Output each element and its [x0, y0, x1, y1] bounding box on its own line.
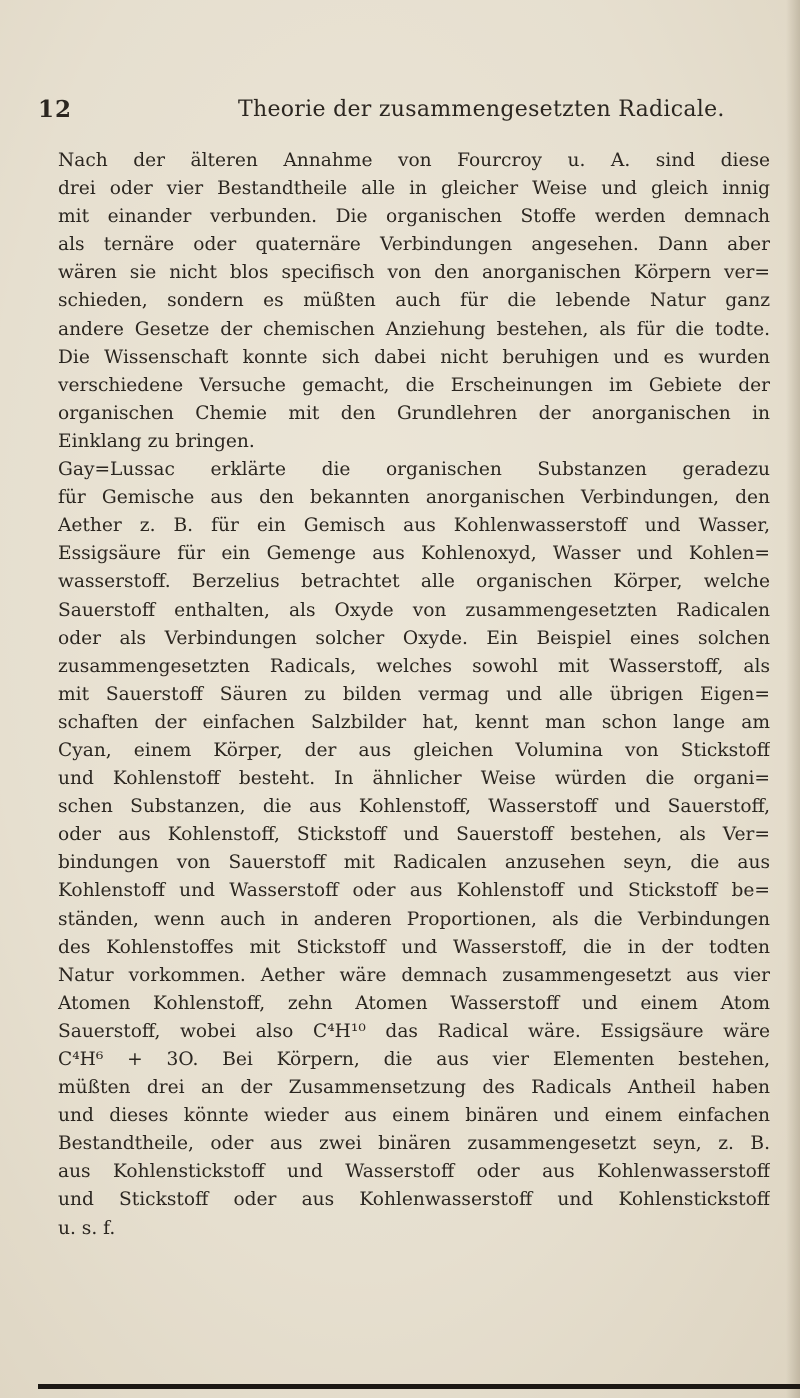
text-line: Die Wissenschaft konnte sich dabei nicht beruhigen und es wurden [58, 346, 770, 368]
text-line: und dieses könnte wieder aus einem binären und einem einfachen [58, 1105, 770, 1127]
text-line: Essigsäure für ein Gemenge aus Kohlenoxyd, Wasser und Kohlen= [58, 543, 770, 565]
text-line: und Kohlenstoff besteht. In ähnlicher Weise würden die organi= [58, 768, 770, 790]
body-text [58, 147, 770, 1243]
text-line: Bestandtheile, oder aus zwei binären zusammengesetzt seyn, z. B. [58, 1133, 770, 1155]
text-line: mit Sauerstoff Säuren zu bilden vermag und alle übrigen Eigen= [58, 683, 770, 705]
text-line: schaften der einfachen Salzbilder hat, kennt man schon lange am [58, 711, 770, 733]
text-line: ständen, wenn auch in anderen Proportionen, als die Verbindungen [58, 908, 770, 930]
running-title: Theorie der zusammengesetzten Radicale. [238, 97, 725, 122]
page-edge-shadow [786, 0, 800, 1398]
text-line: C⁴H⁶ + 3O. Bei Körpern, die aus vier Elementen bestehen, [58, 1049, 770, 1070]
text-line: drei oder vier Bestandtheile alle in gleicher Weise und gleich innig [58, 178, 770, 200]
text-line: zusammengesetzten Radicals, welches sowohl mit Wasserstoff, als [58, 655, 770, 677]
page-number: 12 [38, 96, 73, 123]
text-line: Sauerstoff enthalten, als Oxyde von zusammengesetzten Radicalen [58, 599, 770, 621]
text-line: und Stickstoff oder aus Kohlenwasserstoff und Kohlenstickstoff [58, 1189, 770, 1211]
text-line: Kohlenstoff und Wasserstoff oder aus Kohlenstoff und Stickstoff be= [58, 880, 770, 902]
text-line: Einklang zu bringen. [58, 430, 255, 452]
text-line: Gay=Lussac erklärte die organischen Substanzen geradezu [58, 459, 770, 481]
text-line: mit einander verbunden. Die organischen Stoffe werden demnach [58, 206, 770, 228]
text-line: Natur vorkommen. Aether wäre demnach zusammengesetzt aus vier [58, 964, 770, 986]
text-line: oder aus Kohlenstoff, Stickstoff und Sauerstoff bestehen, als Ver= [58, 824, 770, 846]
text-line: aus Kohlenstickstoff und Wasserstoff oder aus Kohlenwasserstoff [58, 1161, 770, 1183]
text-line: müßten drei an der Zusammensetzung des Radicals Antheil haben [58, 1077, 770, 1099]
text-line: wasserstoff. Berzelius betrachtet alle organischen Körper, welche [58, 571, 770, 593]
text-line: schen Substanzen, die aus Kohlenstoff, Wasserstoff und Sauerstoff, [58, 796, 770, 818]
text-line: als ternäre oder quaternäre Verbindungen angesehen. Dann aber [58, 234, 770, 256]
text-line: Cyan, einem Körper, der aus gleichen Volumina von Stickstoff [58, 739, 770, 761]
text-line: oder als Verbindungen solcher Oxyde. Ein Beispiel eines solchen [58, 627, 770, 649]
text-line: andere Gesetze der chemischen Anziehung bestehen, als für die todte. [58, 318, 770, 340]
text-line: schieden, sondern es müßten auch für die lebende Natur ganz [58, 290, 770, 312]
text-line: Aether z. B. für ein Gemisch aus Kohlenwasserstoff und Wasser, [58, 515, 770, 537]
text-line: verschiedene Versuche gemacht, die Erscheinungen im Gebiete der [58, 374, 770, 396]
text-line: bindungen von Sauerstoff mit Radicalen anzusehen seyn, die aus [58, 852, 770, 874]
bottom-rule [38, 1384, 800, 1389]
text-line: u. s. f. [58, 1217, 116, 1239]
text-line: Sauerstoff, wobei also C⁴H¹⁰ das Radical wäre. Essigsäure wäre [58, 1020, 770, 1042]
text-line: Nach der älteren Annahme von Fourcroy u. A. sind diese [58, 150, 770, 171]
text-line: des Kohlenstoffes mit Stickstoff und Wasserstoff, die in der todten [58, 936, 770, 958]
text-line: Atomen Kohlenstoff, zehn Atomen Wasserstoff und einem Atom [58, 992, 770, 1014]
text-line: organischen Chemie mit den Grundlehren der anorganischen in [58, 402, 770, 424]
page-header [38, 96, 768, 132]
text-line: für Gemische aus den bekannten anorganischen Verbindungen, den [58, 487, 770, 509]
text-line: wären sie nicht blos specifisch von den anorganischen Körpern ver= [58, 262, 770, 284]
